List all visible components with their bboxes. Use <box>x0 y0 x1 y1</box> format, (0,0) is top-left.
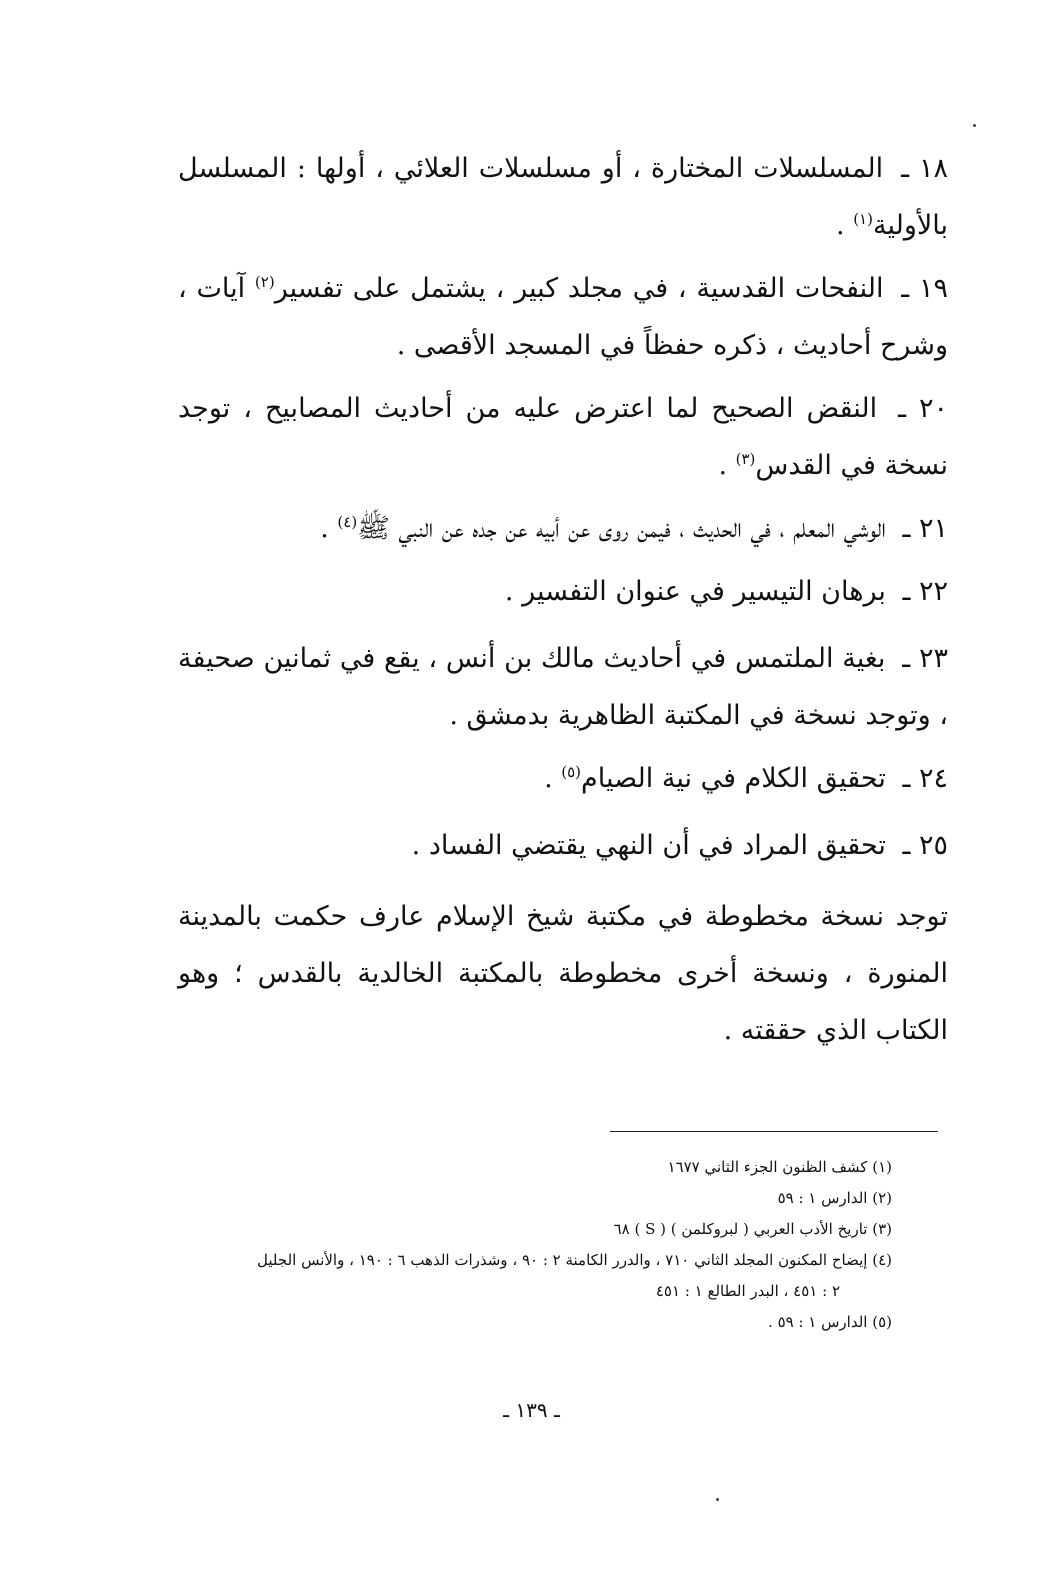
page-number: ـ ١٣٩ ـ <box>503 1398 560 1422</box>
item-text: برهان التيسير في عنوان التفسير . <box>504 576 886 607</box>
list-item-19 <box>178 260 948 374</box>
scan-speck <box>973 124 976 127</box>
footnote-5: (٥) الدارس ١ : ٥٩ . <box>768 1313 892 1331</box>
item-number: ٢٠ ـ <box>898 393 948 424</box>
item-text: النقض الصحيح لما اعترض عليه من أحاديث المصابيح ، توجد نسخة في القدس <box>178 393 948 481</box>
footnotes <box>160 1152 892 1338</box>
item-text: النفحات القدسية ، في مجلد كبير ، يشتمل على تفسير <box>274 273 884 304</box>
item-text: المسلسلات المختارة ، أو مسلسلات العلائي ، أولها : المسلسل بالأولية <box>178 153 948 241</box>
item-number: ٢٤ ـ <box>902 763 948 794</box>
item-end: آيات ، وشرح أحاديث ، ذكره حفظاً في المسجد الأقصى . <box>178 273 948 361</box>
footnote-ref: (٢) <box>254 273 275 291</box>
list-item-20 <box>178 380 948 494</box>
footnote-4-continuation: ٢ : ٤٥١ ، البدر الطالع ١ : ٤٥١ <box>655 1282 840 1300</box>
item-text: تحقيق الكلام في نية الصيام <box>581 763 886 794</box>
footnote-2: (٢) الدارس ١ : ٥٩ <box>777 1189 892 1207</box>
item-number: ٢٥ ـ <box>902 830 948 861</box>
list-item-22 <box>178 563 948 620</box>
item-number: ١٨ ـ <box>901 153 948 184</box>
list-item-18 <box>178 140 948 254</box>
item-end: . <box>836 210 854 241</box>
list-item-23 <box>178 630 948 744</box>
footnote-separator <box>610 1131 938 1132</box>
item-text: تحقيق المراد في أن النهي يقتضي الفساد . <box>411 830 886 861</box>
item-end: . <box>544 763 562 794</box>
footnote-ref: (٥) <box>561 763 582 781</box>
main-text <box>178 140 948 1059</box>
closing-paragraph: توجد نسخة مخطوطة في مكتبة شيخ الإسلام عارف حكمت بالمدينة المنورة ، ونسخة أخرى مخطوطة بالمكتبة الخالدية بالقدس ؛ وهو الكتاب الذي حققته . <box>178 901 948 1046</box>
scan-speck <box>716 1498 719 1501</box>
footnote-3: (٣) تاريخ الأدب العربي ( لبروكلمن ) ( S ) ٦٨ <box>613 1220 892 1238</box>
item-number: ٢٣ ـ <box>902 643 948 674</box>
footnote-ref: (٤) <box>337 513 358 531</box>
item-number: ٢١ ـ <box>902 513 948 544</box>
item-end: . <box>718 450 736 481</box>
list-item-24 <box>178 750 948 807</box>
footnote-4: (٤) إيضاح المكنون المجلد الثاني ٧١٠ ، والدرر الكامنة ٢ : ٩٠ ، وشذرات الذهب ٦ : ١٩٠ ، والأنس الجليل <box>257 1251 892 1269</box>
item-text: الوشي المعلم ، في الحديث ، فيمن روى عن أبيه عن جده عن النبي ﷺ <box>357 513 886 544</box>
item-text: بغية الملتمس في أحاديث مالك بن أنس ، يقع في ثمانين صحيفة ، وتوجد نسخة في المكتبة الظاهرية بدمشق . <box>178 643 948 731</box>
list-item-21 <box>178 500 948 557</box>
footnote-ref: (٣) <box>735 450 756 468</box>
footnote-ref: (١) <box>853 210 873 228</box>
item-number: ٢٢ ـ <box>902 576 948 607</box>
item-number: ١٩ ـ <box>901 273 948 304</box>
footnote-1: (١) كشف الظنون الجزء الثاني ١٦٧٧ <box>667 1158 892 1176</box>
list-item-25 <box>178 817 948 874</box>
item-end: . <box>320 513 338 544</box>
